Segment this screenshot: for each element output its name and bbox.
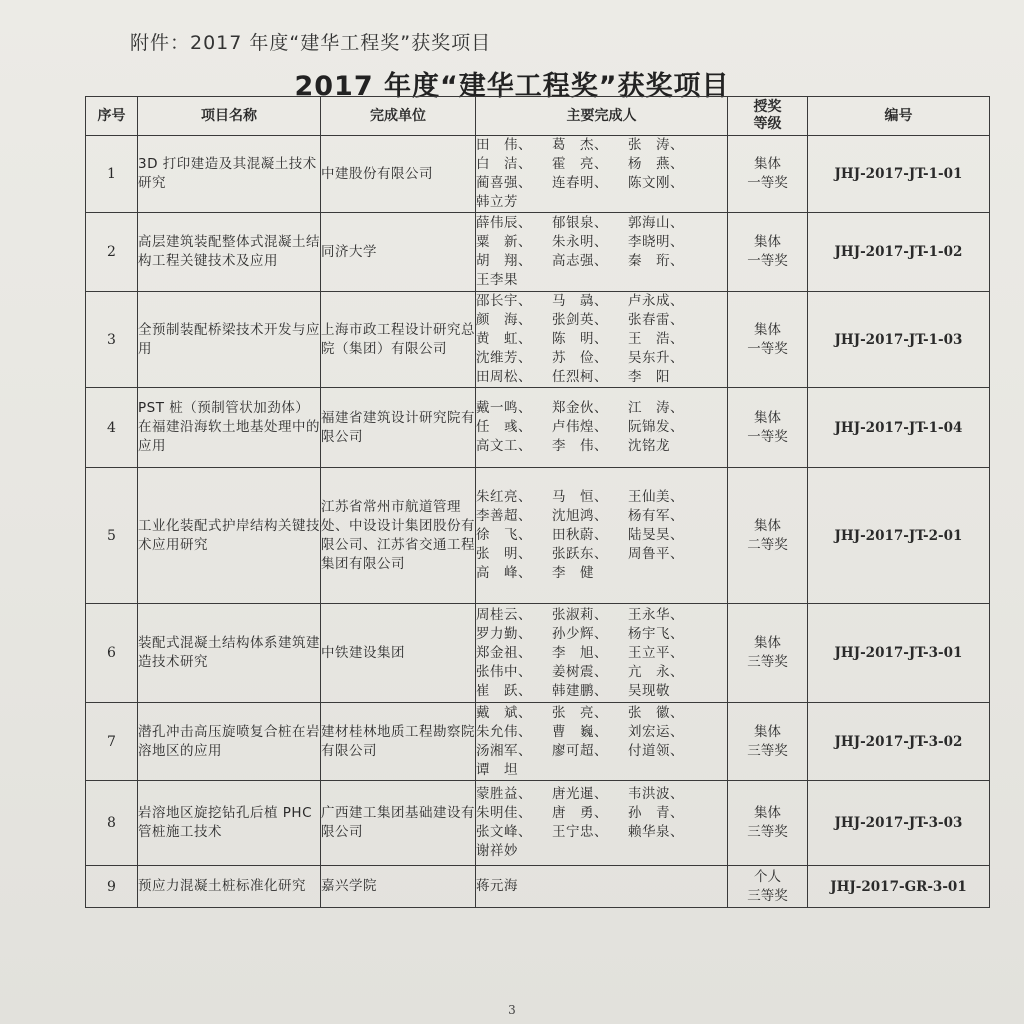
person-name: 朱允伟、: [476, 723, 532, 740]
person-name: 田 伟、: [476, 137, 532, 153]
main-persons: [476, 136, 728, 213]
project-name: 工业化装配式护岸结构关键技术应用研究: [138, 468, 321, 604]
person-name: 戴 斌、: [476, 704, 532, 721]
award-grade: 一等奖: [747, 340, 788, 357]
person-list: [476, 292, 727, 387]
award-level: [728, 866, 808, 908]
person-name: 葛 杰、: [552, 137, 608, 153]
row-index: 4: [86, 388, 138, 468]
person-name: 郑金伙、: [552, 400, 608, 416]
person-name: 付道领、: [628, 742, 684, 759]
award-grade: 二等奖: [747, 536, 788, 553]
award-type: 集体: [754, 723, 781, 740]
table-row: [86, 213, 990, 292]
person-name: 汤湘军、: [476, 742, 532, 759]
person-name: 孙 青、: [628, 805, 684, 821]
person-name: 张 涛、: [628, 137, 684, 153]
person-name: 白 洁、: [476, 156, 532, 172]
person-name: 杨有军、: [628, 508, 684, 524]
award-type: 集体: [754, 805, 781, 821]
person-name: 蒋元海: [476, 878, 518, 894]
person-name: 苏 俭、: [552, 350, 608, 366]
completion-unit: 嘉兴学院: [321, 866, 476, 908]
person-name: 高文工、: [476, 438, 532, 454]
project-name: 装配式混凝土结构体系建筑建造技术研究: [138, 604, 321, 703]
person-name: 李晓明、: [628, 234, 684, 250]
person-name: 任 彧、: [476, 419, 532, 435]
person-name: 秦 珩、: [628, 253, 684, 269]
completion-unit: 广西建工集团基础建设有限公司: [321, 781, 476, 866]
person-name: 卢伟煌、: [552, 419, 608, 435]
table-header-row: [86, 97, 990, 136]
person-name: 张 徽、: [628, 704, 684, 721]
person-name: 马 骉、: [552, 293, 608, 309]
person-name: 连春明、: [552, 175, 608, 191]
person-name: 薛伟辰、: [476, 215, 532, 231]
person-name: 杨宇飞、: [628, 625, 684, 642]
completion-unit: 江苏省常州市航道管理处、中设设计集团股份有限公司、江苏省交通工程集团有限公司: [321, 468, 476, 604]
row-index: 1: [86, 136, 138, 213]
award-level: [728, 292, 808, 388]
person-name: 粟 新、: [476, 234, 532, 250]
person-name: 沈旭鸿、: [552, 508, 608, 524]
person-name: 高 峰、: [476, 565, 532, 581]
person-name: 李善超、: [476, 508, 532, 524]
person-name: 杨 燕、: [628, 156, 684, 172]
column-header-level-line1: 授奖: [753, 99, 782, 115]
person-name: 张文峰、: [476, 824, 532, 840]
project-name: PST 桩（预制管状加劲体）在福建沿海软土地基处理中的应用: [138, 388, 321, 468]
person-name: 沈维芳、: [476, 350, 532, 366]
person-name: 霍 亮、: [552, 156, 608, 172]
completion-unit: 福建省建筑设计研究院有限公司: [321, 388, 476, 468]
person-name: 郑金祖、: [476, 644, 532, 661]
column-header-code: 编号: [808, 97, 990, 136]
person-name: 韩立芳: [476, 194, 518, 210]
person-name: 王立平、: [628, 644, 684, 661]
award-grade: 一等奖: [747, 253, 788, 269]
award-code: JHJ-2017-JT-1-01: [808, 136, 990, 213]
column-header-unit: 完成单位: [321, 97, 476, 136]
person-name: 郁银泉、: [552, 215, 608, 231]
award-code: JHJ-2017-JT-1-02: [808, 213, 990, 292]
person-name: 李 健: [552, 565, 594, 581]
main-persons: [476, 468, 728, 604]
person-name: 吴现敬: [628, 682, 670, 699]
award-type: 集体: [754, 409, 781, 426]
person-name: 李 伟、: [552, 438, 608, 454]
person-name: 邵长宇、: [476, 293, 532, 309]
person-name: 张 明、: [476, 546, 532, 562]
completion-unit: 建材桂林地质工程勘察院有限公司: [321, 703, 476, 781]
person-name: 张剑英、: [552, 312, 608, 328]
award-level: [728, 468, 808, 604]
main-persons: [476, 604, 728, 703]
person-name: 戴一鸣、: [476, 400, 532, 416]
table-row: [86, 468, 990, 604]
page-title: 2017 年度“建华工程奖”获奖项目: [294, 71, 730, 102]
row-index: 2: [86, 213, 138, 292]
project-name: 岩溶地区旋挖钻孔后植 PHC 管桩施工技术: [138, 781, 321, 866]
table-row: [86, 703, 990, 781]
award-code: JHJ-2017-GR-3-01: [808, 866, 990, 908]
person-name: 廖可超、: [552, 742, 608, 759]
row-index: 5: [86, 468, 138, 604]
person-name: 崔 跃、: [476, 682, 532, 699]
person-list: [476, 136, 727, 212]
person-list: [476, 488, 727, 583]
column-header-index: 序号: [86, 97, 138, 136]
award-type: 集体: [754, 321, 781, 338]
column-header-persons: 主要完成人: [476, 97, 728, 136]
row-index: 6: [86, 604, 138, 703]
person-name: 田周松、: [476, 369, 532, 385]
row-index: 9: [86, 866, 138, 908]
project-name: 预应力混凝土桩标准化研究: [138, 866, 321, 908]
person-name: 蒙胜益、: [476, 786, 532, 802]
award-grade: 三等奖: [747, 887, 788, 904]
person-name: 刘宏运、: [628, 723, 684, 740]
person-list: [476, 399, 727, 456]
award-code: JHJ-2017-JT-2-01: [808, 468, 990, 604]
person-name: 周鲁平、: [628, 546, 684, 562]
person-name: 卢永成、: [628, 293, 684, 309]
table-row: [86, 604, 990, 703]
table-row: [86, 781, 990, 866]
person-name: 江 涛、: [628, 400, 684, 416]
person-name: 张淑莉、: [552, 606, 608, 623]
project-name: 3D 打印建造及其混凝土技术研究: [138, 136, 321, 213]
main-persons: [476, 388, 728, 468]
person-name: 唐 勇、: [552, 805, 608, 821]
person-name: 颜 海、: [476, 312, 532, 328]
person-list: [476, 785, 727, 861]
person-name: 高志强、: [552, 253, 608, 269]
award-level: [728, 136, 808, 213]
completion-unit: 上海市政工程设计研究总院（集团）有限公司: [321, 292, 476, 388]
person-name: 王宁忠、: [552, 824, 608, 840]
award-code: JHJ-2017-JT-1-03: [808, 292, 990, 388]
person-name: 吴东升、: [628, 350, 684, 366]
completion-unit: 中建股份有限公司: [321, 136, 476, 213]
person-name: 唐光暹、: [552, 786, 608, 802]
awards-table: [85, 96, 990, 908]
project-name: 潜孔冲击高压旋喷复合桩在岩溶地区的应用: [138, 703, 321, 781]
award-code: JHJ-2017-JT-1-04: [808, 388, 990, 468]
person-name: 孙少辉、: [552, 625, 608, 642]
person-name: 王李果: [476, 272, 518, 288]
person-name: 郭海山、: [628, 215, 684, 231]
person-name: 周桂云、: [476, 606, 532, 623]
person-list: [476, 606, 727, 701]
person-name: 王仙美、: [628, 489, 684, 505]
person-name: 马 恒、: [552, 489, 608, 505]
column-header-project: 项目名称: [138, 97, 321, 136]
person-list: [476, 214, 727, 290]
person-name: 王永华、: [628, 606, 684, 623]
table-row: [86, 866, 990, 908]
project-name: 高层建筑装配整体式混凝土结构工程关键技术及应用: [138, 213, 321, 292]
award-type: 集体: [754, 156, 781, 172]
column-header-level: [728, 97, 808, 136]
attachment-line: 附件：2017 年度“建华工程奖”获奖项目: [130, 32, 492, 54]
award-grade: 三等奖: [747, 654, 788, 670]
person-name: 朱明佳、: [476, 805, 532, 821]
person-name: 蔺喜强、: [476, 175, 532, 191]
award-type: 集体: [754, 517, 781, 534]
main-persons: [476, 866, 728, 908]
row-index: 8: [86, 781, 138, 866]
row-index: 3: [86, 292, 138, 388]
table-row: [86, 136, 990, 213]
award-grade: 一等奖: [747, 175, 788, 191]
person-list: [476, 704, 727, 780]
person-name: 朱永明、: [552, 234, 608, 250]
project-name: 全预制装配桥梁技术开发与应用: [138, 292, 321, 388]
person-name: 徐 飞、: [476, 527, 532, 543]
person-name: 谭 坦: [476, 761, 518, 778]
award-level: [728, 604, 808, 703]
completion-unit: 同济大学: [321, 213, 476, 292]
person-name: 韦洪波、: [628, 786, 684, 802]
person-name: 黄 虹、: [476, 331, 532, 347]
award-level: [728, 703, 808, 781]
main-persons: [476, 781, 728, 866]
person-name: 张伟中、: [476, 663, 532, 680]
main-persons: [476, 292, 728, 388]
table-row: [86, 388, 990, 468]
person-name: 胡 翔、: [476, 253, 532, 269]
person-name: 张跃东、: [552, 546, 608, 562]
person-name: 韩建鹏、: [552, 682, 608, 699]
person-list: [476, 877, 727, 896]
person-name: 李 阳: [628, 369, 670, 385]
person-name: 阮锦发、: [628, 419, 684, 435]
main-persons: [476, 213, 728, 292]
award-grade: 三等奖: [747, 742, 788, 759]
award-level: [728, 388, 808, 468]
award-code: JHJ-2017-JT-3-03: [808, 781, 990, 866]
person-name: 朱红亮、: [476, 489, 532, 505]
person-name: 陆旻昊、: [628, 527, 684, 543]
person-name: 沈铭龙: [628, 438, 670, 454]
person-name: 姜树震、: [552, 663, 608, 680]
person-name: 亢 永、: [628, 663, 684, 680]
award-code: JHJ-2017-JT-3-01: [808, 604, 990, 703]
main-persons: [476, 703, 728, 781]
person-name: 赖华泉、: [628, 824, 684, 840]
person-name: 田秋蔚、: [552, 527, 608, 543]
award-code: JHJ-2017-JT-3-02: [808, 703, 990, 781]
award-level: [728, 781, 808, 866]
person-name: 王 浩、: [628, 331, 684, 347]
completion-unit: 中铁建设集团: [321, 604, 476, 703]
column-header-level-line2: 等级: [753, 116, 782, 132]
award-grade: 一等奖: [747, 428, 788, 445]
person-name: 曹 巍、: [552, 723, 608, 740]
award-grade: 三等奖: [747, 824, 788, 840]
person-name: 任烈柯、: [552, 369, 608, 385]
person-name: 张 亮、: [552, 704, 608, 721]
award-type: 集体: [754, 234, 781, 250]
table-row: [86, 292, 990, 388]
award-level: [728, 213, 808, 292]
person-name: 谢祥妙: [476, 843, 518, 859]
person-name: 陈 明、: [552, 331, 608, 347]
award-type: 个人: [754, 868, 781, 885]
row-index: 7: [86, 703, 138, 781]
award-type: 集体: [754, 635, 781, 651]
person-name: 张春雷、: [628, 312, 684, 328]
page-number: 3: [508, 1003, 516, 1017]
person-name: 李 旭、: [552, 644, 608, 661]
person-name: 陈文刚、: [628, 175, 684, 191]
person-name: 罗力勤、: [476, 625, 532, 642]
